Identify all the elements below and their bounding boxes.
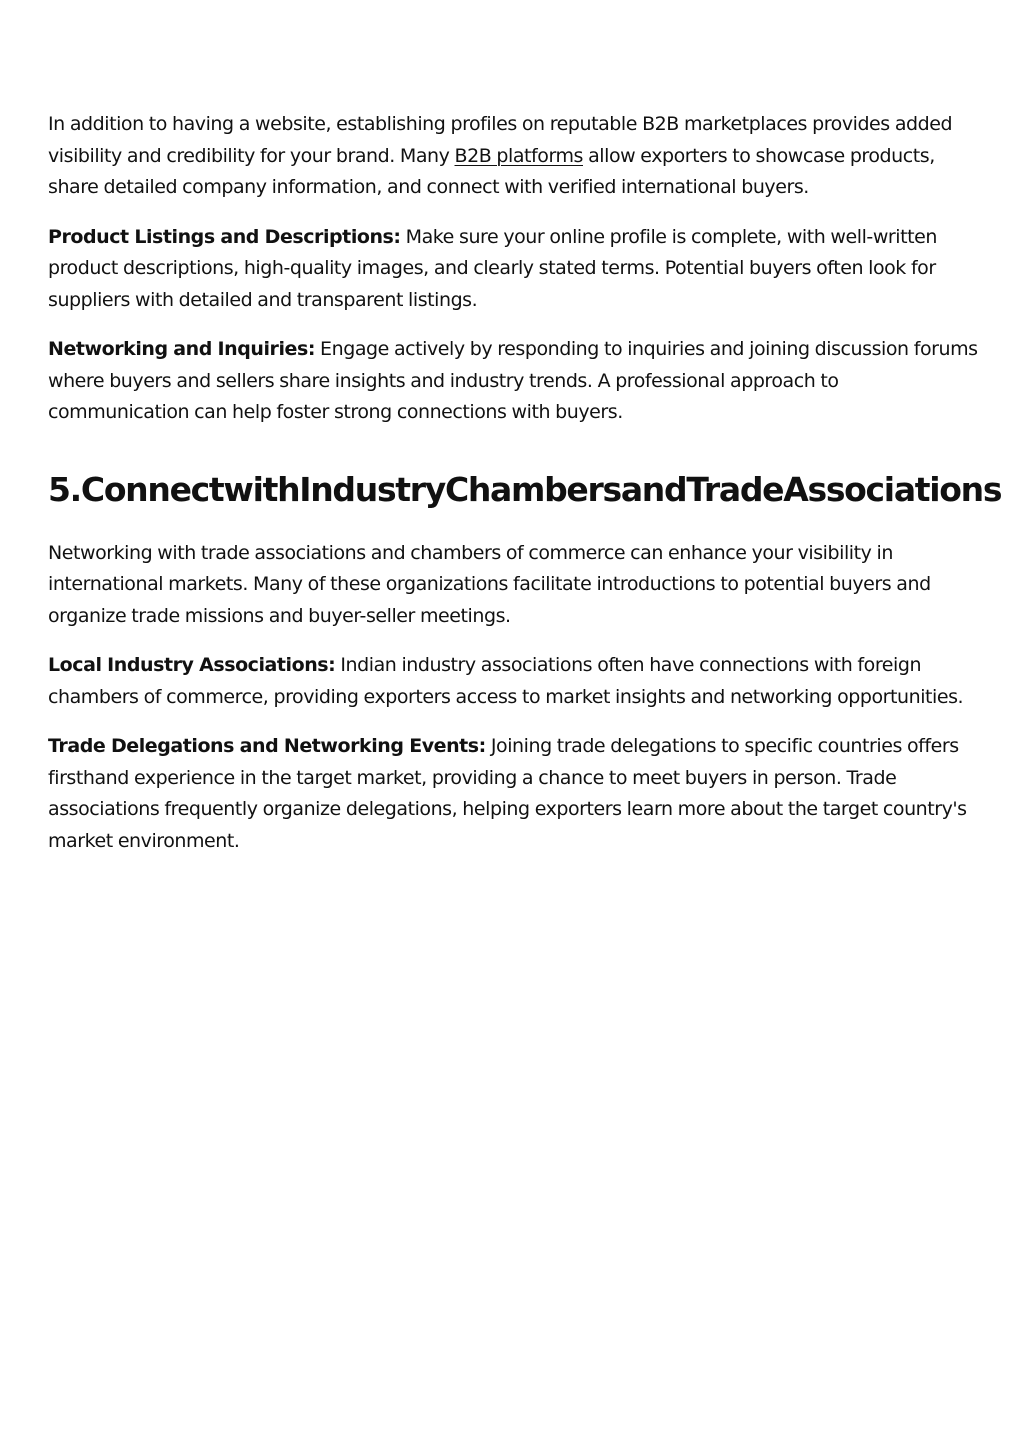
- trade-delegations-text: Joining trade delegations to specific countries offers firsthand experience in the target market, providing a chance to meet buyers in person. Trade associations frequently organize delegations, helping exporters learn more about the target country's market environment.: [48, 735, 967, 852]
- intro-text-before-link: In addition to having a website, establishing profiles on reputable B2B marketplaces provides added visibility and credibility for your brand. Many: [48, 113, 953, 167]
- section-5-intro-paragraph: Networking with trade associations and chambers of commerce can enhance your visibility in international markets. Many of these organizations facilitate introductions to potential buyers and organize trade missions and buyer-seller meetings.: [48, 541, 931, 627]
- local-industry-text: Indian industry associations often have connections with foreign chambers of commerce, providing exporters access to market insights and networking opportunities.: [48, 654, 964, 708]
- local-industry-lead: Local Industry Associations:: [48, 654, 336, 676]
- intro-paragraph: [48, 109, 984, 204]
- trade-delegations-paragraph: [48, 731, 984, 857]
- product-listings-text: Make sure your online profile is complete, with well-written product descriptions, high-quality images, and clearly stated terms. Potential buyers often look for suppliers with detailed and transparent listings.: [48, 225, 937, 311]
- local-industry-paragraph: [48, 650, 984, 713]
- networking-inquiries-text: Engage actively by responding to inquiries and joining discussion forums where buyers and sellers share insights and industry trends. A professional approach to communication can help foster strong connections with buyers.: [48, 338, 978, 423]
- networking-inquiries-paragraph: [48, 334, 984, 429]
- section-5-heading: 5.ConnectwithIndustryChambersandTradeAssociations: [48, 469, 1002, 509]
- document-page: [48, 109, 1002, 875]
- product-listings-paragraph: [48, 222, 984, 317]
- intro-text-after-link: allow exporters to showcase products, share detailed company information, and connect with verified international buyers.: [48, 144, 935, 198]
- trade-delegations-lead: Trade Delegations and Networking Events:: [48, 735, 486, 757]
- product-listings-lead: Product Listings and Descriptions:: [48, 225, 401, 248]
- networking-inquiries-lead: Networking and Inquiries:: [48, 338, 315, 360]
- b2b-platforms-link[interactable]: B2B platforms: [454, 144, 583, 167]
